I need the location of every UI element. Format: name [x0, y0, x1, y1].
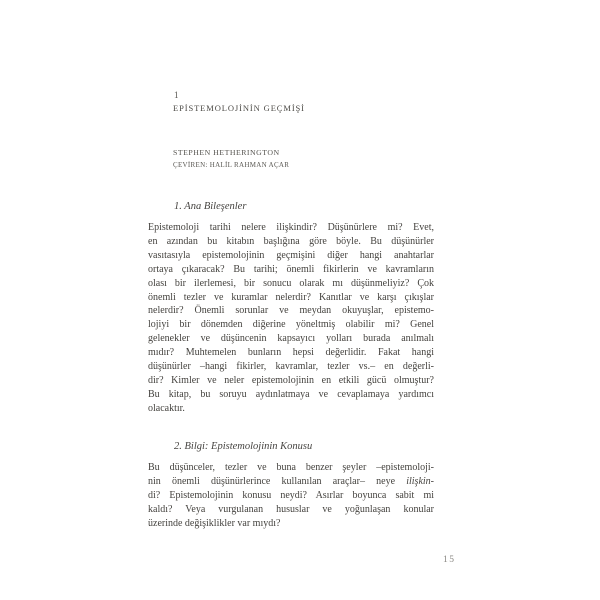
- text-line: vasıtasıyla epistemolojinin geçmişini diğer hangi anahtarlar: [148, 249, 434, 261]
- text-segment-roman: nin önemli düşünürlerince kullanılan araçlar– neye: [148, 475, 407, 487]
- text-line: üzerinde değişiklikler var mıydı?: [148, 517, 281, 529]
- section-paragraph-1: [148, 221, 434, 416]
- text-line: ortaya çıkaracak? Bu tarihi; önemli fikirlerin ve kavramların: [148, 263, 434, 275]
- text-line: olası bir ilerlemesi, bir sonucu olarak mı düşünmeliyiz? Çok: [148, 277, 434, 289]
- text-line: Bu düşünceler, tezler ve buna benzer şeyler –epistemoloji-: [148, 462, 434, 473]
- text-line: di? Epistemolojinin konusu neydi? Asırlar boyunca sabit mi: [148, 489, 434, 501]
- page-number: 15: [443, 555, 456, 565]
- text-segment-italic: ilişkin-: [406, 475, 434, 487]
- chapter-title: EPİSTEMOLOJİNİN GEÇMİŞİ: [173, 103, 305, 113]
- text-line: Bu kitap, bu soruyu aydınlatmaya ve cevaplamaya yardımcı: [148, 388, 434, 400]
- section-heading-1: 1. Ana Bileşenler: [174, 201, 247, 212]
- text-line: gelenekler ve düşüncenin kapsayıcı yolları burada anılmalı: [148, 333, 434, 345]
- translator-name: ÇEVİREN: HALİL RAHMAN AÇAR: [173, 161, 290, 169]
- text-line: lojiyi bir dönemden diğerine yöneltmiş olabilir mi? Genel: [148, 319, 434, 331]
- section-heading-2: 2. Bilgi: Epistemolojinin Konusu: [174, 441, 313, 452]
- text-line: Epistemoloji tarihi nelere ilişkindir? Düşünürlere mi? Evet,: [148, 222, 434, 233]
- section-paragraph-2: [148, 461, 434, 531]
- text-line: önemli tezler ve kuramlar nelerdir? Kanıtlar ve karşı çıkışlar: [148, 291, 434, 303]
- text-line: dir? Kimler ve neler epistemolojinin en etkili gücü olmuştur?: [148, 374, 434, 386]
- text-line: kaldı? Veya vurgulanan hususlar ve yoğunlaşan konular: [148, 503, 434, 515]
- text-line: mıdır? Muhtemelen bunların hepsi değerlidir. Fakat hangi: [148, 347, 434, 359]
- author-name: STEPHEN HETHERINGTON: [173, 148, 280, 157]
- text-line: olacaktır.: [148, 402, 185, 414]
- chapter-number: 1: [174, 90, 180, 100]
- text-line: en azından bu kitabın başlığına göre böyle. Bu düşünürler: [148, 235, 434, 247]
- text-line: nelerdir? Önemli sorunlar ve meydan okuyuşlar, epistemo-: [148, 305, 434, 317]
- text-line: düşünürler –hangi fikirler, kavramlar, tezler vs.– en değerli-: [148, 361, 434, 373]
- text-line: [148, 475, 434, 489]
